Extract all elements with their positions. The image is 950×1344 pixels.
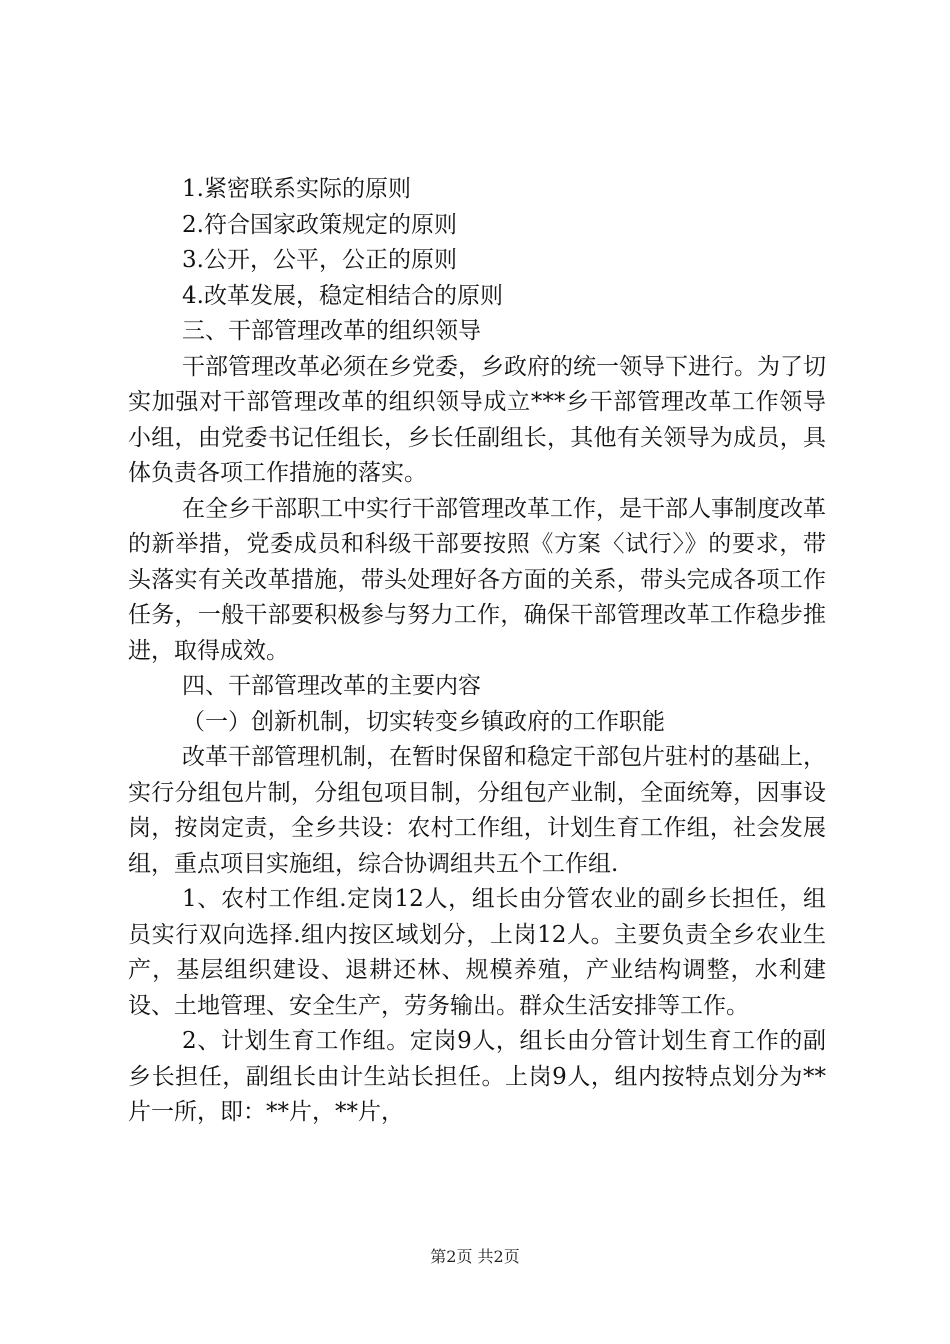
- subsection-heading-1: （一）创新机制，切实转变乡镇政府的工作职能: [182, 708, 665, 735]
- paragraph-rural-group: 1、农村工作组.定岗12人，组长由分管农业的副乡长担任，组员实行双向选择.组内按区域划分，上岗12人。主要负责全乡农业生产，基层组织建设、退耕还林、规模养殖，产业结构调整，水利建设、土地管理、安全生产，劳务输出。群众生活安排等工作。: [128, 886, 826, 1019]
- section-heading-4: 四、干部管理改革的主要内容: [182, 673, 481, 699]
- document-body: [128, 172, 826, 1131]
- principle-item-3: 3.公开，公平，公正的原则: [182, 247, 457, 273]
- paragraph-implementation: 在全乡干部职工中实行干部管理改革工作，是干部人事制度改革的新举措，党委成员和科级干部要按照《方案〈试行〉》的要求，带头落实有关改革措施，带头处理好各方面的关系，带头完成各项工作任务，一般干部要积极参与努力工作，确保干部管理改革工作稳步推进，取得成效。: [128, 495, 826, 664]
- paragraph-leadership: 干部管理改革必须在乡党委，乡政府的统一领导下进行。为了切实加强对干部管理改革的组织领导成立***乡干部管理改革工作领导小组，由党委书记任组长，乡长任副组长，其他有关领导为成员，具体负责各项工作措施的落实。: [128, 353, 826, 486]
- principle-item-4: 4.改革发展，稳定相结合的原则: [182, 282, 503, 309]
- paragraph-mechanism: 改革干部管理机制，在暂时保留和稳定干部包片驻村的基础上，实行分组包片制，分组包项目制，分组包产业制，全面统筹，因事设岗，按岗定责，全乡共设：农村工作组，计划生育工作组，社会发展组，重点项目实施组，综合协调组共五个工作组.: [128, 744, 826, 877]
- paragraph-family-planning-group: 2、计划生育工作组。定岗9人，组长由分管计划生育工作的副乡长担任，副组长由计生站长担任。上岗9人，组内按特点划分为**片一所，即：**片，**片，: [128, 1028, 826, 1125]
- principle-item-1: 1.紧密联系实际的原则: [182, 176, 411, 202]
- section-heading-3: 三、干部管理改革的组织领导: [182, 318, 481, 344]
- principle-item-2: 2.符合国家政策规定的原则: [182, 211, 457, 238]
- page-number-footer: 第2页 共2页: [430, 1247, 520, 1266]
